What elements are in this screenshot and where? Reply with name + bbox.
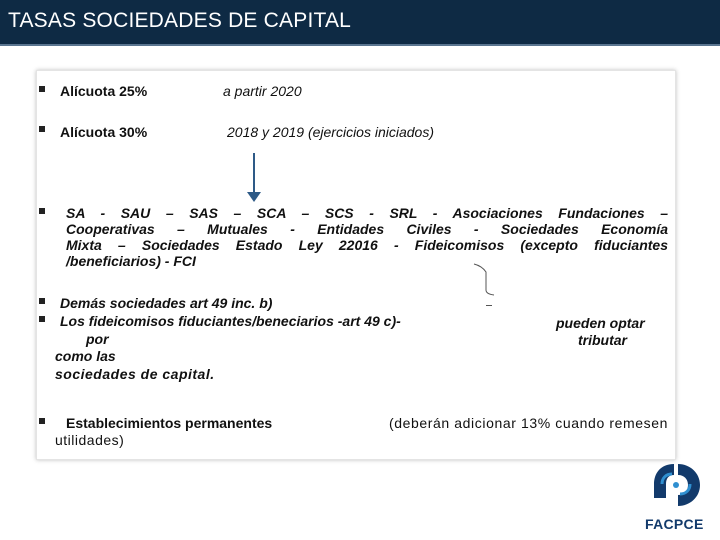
arrow-down-icon: [247, 192, 261, 202]
entities-line: SA - SAU – SAS – SCA – SCS - SRL - Asociaciones Fundaciones –: [66, 205, 668, 221]
optional-item-2: Los fideicomisos fiduciantes/beneciarios -art 49 c)-: [60, 313, 401, 329]
optional-right-text: pueden optar: [556, 315, 645, 331]
bullet-icon: [39, 298, 45, 304]
permanent-line-1: [66, 415, 668, 431]
logo-text: FACPCE: [645, 516, 704, 532]
permanent-line-2: utilidades): [55, 432, 125, 448]
optional-continuation: por: [86, 331, 109, 347]
optional-right-text: tributar: [578, 332, 627, 348]
bullet-icon: [39, 208, 45, 214]
bullet-icon: [39, 126, 45, 132]
rate-30-label: Alícuota 30%: [60, 124, 148, 140]
dash-decoration: [486, 305, 492, 306]
rate-25-label: Alícuota 25%: [60, 83, 148, 99]
rate-25-detail: a partir 2020: [223, 83, 302, 99]
entities-line: Mixta – Sociedades Estado Ley 22016 - Fideicomisos (excepto fiduciantes: [66, 237, 668, 253]
optional-continuation: como las: [55, 348, 116, 364]
bullet-icon: [39, 418, 45, 424]
optional-item-1: Demás sociedades art 49 inc. b): [60, 295, 273, 311]
optional-continuation: sociedades de capital.: [55, 366, 215, 382]
entities-line: Cooperativas – Mutuales - Entidades Civiles - Sociedades Economía: [66, 221, 668, 237]
title-bar: [0, 0, 720, 46]
entities-paragraph: [66, 205, 668, 269]
page-title: TASAS SOCIEDADES DE CAPITAL: [8, 9, 352, 32]
brace-decoration: [470, 262, 500, 298]
bullet-icon: [39, 316, 45, 322]
rate-30-detail: 2018 y 2019 (ejercicios iniciados): [227, 124, 434, 140]
connector-arrow-line: [253, 153, 255, 195]
permanent-rest: (deberán adicionar 13% cuando remesen: [388, 415, 668, 431]
entities-line: /beneficiarios) - FCI: [66, 253, 196, 269]
permanent-bold: Establecimientos permanentes: [66, 415, 273, 431]
bullet-icon: [39, 86, 45, 92]
